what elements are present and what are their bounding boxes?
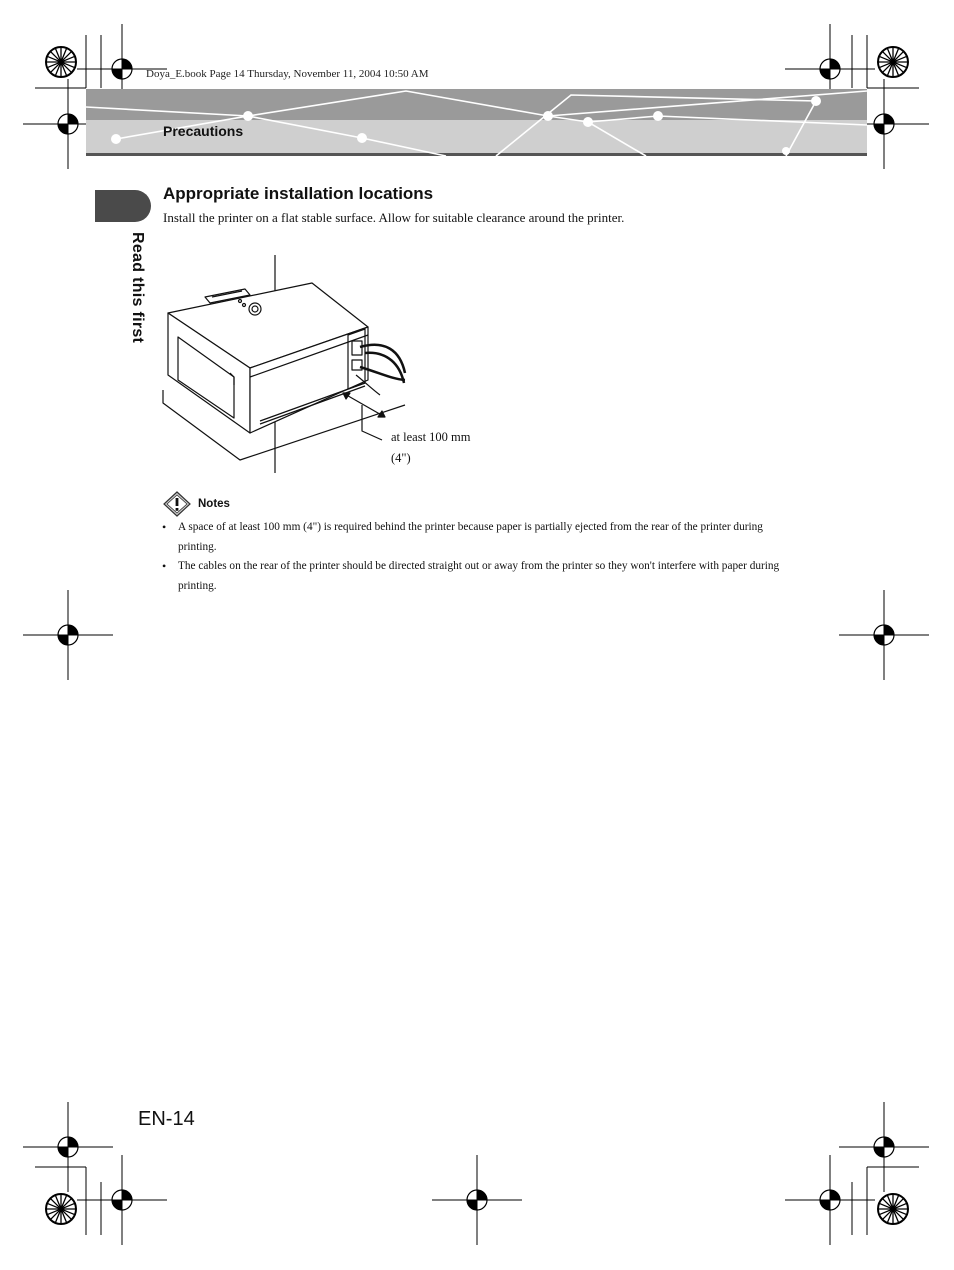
page-number: EN-14 <box>138 1108 195 1130</box>
notes-list <box>160 517 800 595</box>
file-info-slug: Doya_E.book Page 14 Thursday, November 11, 2004 10:50 AM <box>146 68 429 80</box>
side-tab-marker <box>95 190 151 222</box>
section-heading: Appropriate installation locations <box>163 184 434 203</box>
notes-title: Notes <box>198 498 230 510</box>
intro-paragraph: Install the printer on a flat stable surface. Allow for suitable clearance around the printer. <box>163 210 625 225</box>
side-tab-label: Read this first <box>129 232 146 344</box>
section-label: Precautions <box>163 123 244 139</box>
list-item: • The cables on the rear of the printer should be directed straight out or away from the printer so they won't interfere with paper during printing. <box>160 556 800 596</box>
list-item: • A space of at least 100 mm (4") is required behind the printer because paper is partially ejected from the rear of the printer during printing. <box>160 517 800 557</box>
dimension-label-imperial: (4") <box>391 451 411 465</box>
caution-diamond-icon <box>163 491 191 517</box>
dimension-label: at least 100 mm <box>391 430 471 444</box>
